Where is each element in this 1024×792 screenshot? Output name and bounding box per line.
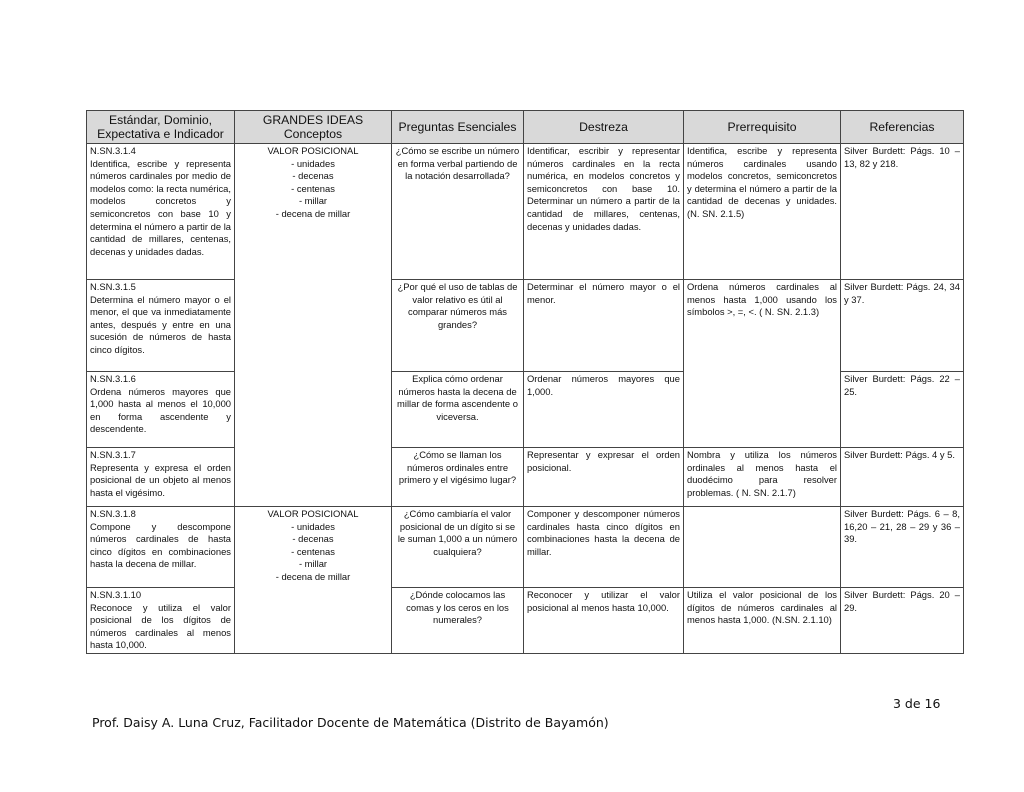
standard-code: N.SN.3.1.8 [90, 508, 136, 519]
standard-cell [87, 144, 235, 280]
skill-cell: Ordenar números mayores que 1,000. [524, 372, 684, 448]
concept-item: - millar [298, 195, 328, 207]
question-cell: ¿Cómo cambiaría el valor posicional de un dígito si se le suman 1,000 a un número cualquiera? [392, 507, 524, 588]
question-cell: ¿Cómo se llaman los números ordinales entre primero y el vigésimo lugar? [392, 448, 524, 507]
standard-code: N.SN.3.1.6 [90, 373, 136, 384]
reference-cell: Silver Burdett: Págs. 10 – 13, 82 y 218. [841, 144, 964, 280]
prerequisite-cell: Ordena números cardinales al menos hasta 1,000 usando los símbolos >, =, <. ( N. SN. 2.1.3) [684, 280, 841, 448]
standard-indicator: Determina el número mayor o el menor, el que va inmediatamente antes, después y entre en una sucesión de números de hasta cinco dígitos. [90, 293, 231, 355]
standard-indicator: Compone y descompone números cardinales de hasta cinco dígitos en combinaciones hasta la decena de millar. [90, 520, 231, 570]
concept-title: VALOR POSICIONAL [267, 145, 359, 156]
prerequisite-cell: Identifica, escribe y representa números cardinales usando modelos concretos, semiconcretos y determina el número a partir de la cantidad de decenas y unidades. (N. SN. 2.1.5) [684, 144, 841, 280]
table-header-row [87, 111, 964, 144]
standard-indicator: Identifica, escribe y representa números cardinales por medio de modelos como: la recta numérica, modelos concretos y semiconcretos con base 10 y determina el número a partir de la cantidad de millares, centenas, decenas y unidades dadas. [90, 157, 231, 257]
skill-cell: Componer y descomponer números cardinales hasta cinco dígitos en combinaciones hasta la decena de millar. [524, 507, 684, 588]
table-row [87, 280, 964, 372]
standard-cell [87, 588, 235, 654]
reference-cell: Silver Burdett: Págs. 22 – 25. [841, 372, 964, 448]
concept-item: - decena de millar [275, 207, 351, 219]
concept-item: - centenas [291, 545, 335, 557]
curriculum-table [86, 110, 964, 654]
concept-item: - decena de millar [275, 570, 351, 582]
standard-cell [87, 372, 235, 448]
question-cell: ¿Por qué el uso de tablas de valor relativo es útil al comparar números más grandes? [392, 280, 524, 372]
table-row [87, 507, 964, 588]
question-cell: ¿Cómo se escribe un número en forma verbal partiendo de la notación desarrollada? [392, 144, 524, 280]
header-standard: Estándar, Dominio, Expectativa e Indicador [87, 111, 235, 144]
standard-code: N.SN.3.1.10 [90, 589, 142, 600]
skill-cell: Determinar el número mayor o el menor. [524, 280, 684, 372]
concept-item: - millar [298, 558, 328, 570]
footer-author: Prof. Daisy A. Luna Cruz, Facilitador Docente de Matemática (Distrito de Bayamón) [92, 715, 609, 730]
standard-indicator: Ordena números mayores que 1,000 hasta al menos el 10,000 en forma ascendente y descendente. [90, 385, 231, 435]
header-skill: Destreza [524, 111, 684, 144]
standard-cell [87, 448, 235, 507]
standard-indicator: Representa y expresa el orden posicional de un objeto al menos hasta el vigésimo. [90, 461, 231, 498]
table-row [87, 588, 964, 654]
table-row [87, 144, 964, 280]
concept-item: - decenas [292, 170, 334, 182]
standard-cell [87, 280, 235, 372]
prerequisite-cell [684, 507, 841, 588]
prerequisite-cell: Utiliza el valor posicional de los dígitos de números cardinales al menos hasta 1,000. (N.SN. 2.1.10) [684, 588, 841, 654]
prerequisite-cell: Nombra y utiliza los números ordinales al menos hasta el duodécimo para resolver problemas. ( N. SN. 2.1.7) [684, 448, 841, 507]
concept-item: - centenas [291, 182, 335, 194]
reference-cell: Silver Burdett: Págs. 4 y 5. [841, 448, 964, 507]
reference-cell: Silver Burdett: Págs. 24, 34 y 37. [841, 280, 964, 372]
concept-item: - decenas [292, 533, 334, 545]
table-row [87, 448, 964, 507]
concept-title: VALOR POSICIONAL [267, 508, 359, 519]
skill-cell: Identificar, escribir y representar números cardinales en la recta numérica, en modelos concretos y semiconcretos con base 10. Determinar un número a partir de la cantidad de millares, centenas, decenas y unidades dadas. [524, 144, 684, 280]
standard-indicator: Reconoce y utiliza el valor posicional de los dígitos de números cardinales al menos hasta 10,000. [90, 601, 231, 651]
question-cell: ¿Dónde colocamos las comas y los ceros en los numerales? [392, 588, 524, 654]
skill-cell: Reconocer y utilizar el valor posicional al menos hasta 10,000. [524, 588, 684, 654]
standard-code: N.SN.3.1.7 [90, 449, 136, 460]
question-cell: Explica cómo ordenar números hasta la decena de millar de forma ascendente o viceversa. [392, 372, 524, 448]
header-questions: Preguntas Esenciales [392, 111, 524, 144]
concept-item: - unidades [291, 520, 335, 532]
header-references: Referencias [841, 111, 964, 144]
standard-code: N.SN.3.1.4 [90, 145, 136, 156]
page-number: 3 de 16 [893, 696, 941, 711]
concept-item: - unidades [291, 157, 335, 169]
concepts-cell [235, 144, 392, 507]
header-concepts: GRANDES IDEAS Conceptos [235, 111, 392, 144]
reference-cell: Silver Burdett: Págs. 20 – 29. [841, 588, 964, 654]
header-prerequisite: Prerrequisito [684, 111, 841, 144]
standard-code: N.SN.3.1.5 [90, 281, 136, 292]
standard-cell [87, 507, 235, 588]
concepts-cell [235, 507, 392, 654]
reference-cell: Silver Burdett: Págs. 6 – 8, 16,20 – 21, 28 – 29 y 36 – 39. [841, 507, 964, 588]
skill-cell: Representar y expresar el orden posicional. [524, 448, 684, 507]
